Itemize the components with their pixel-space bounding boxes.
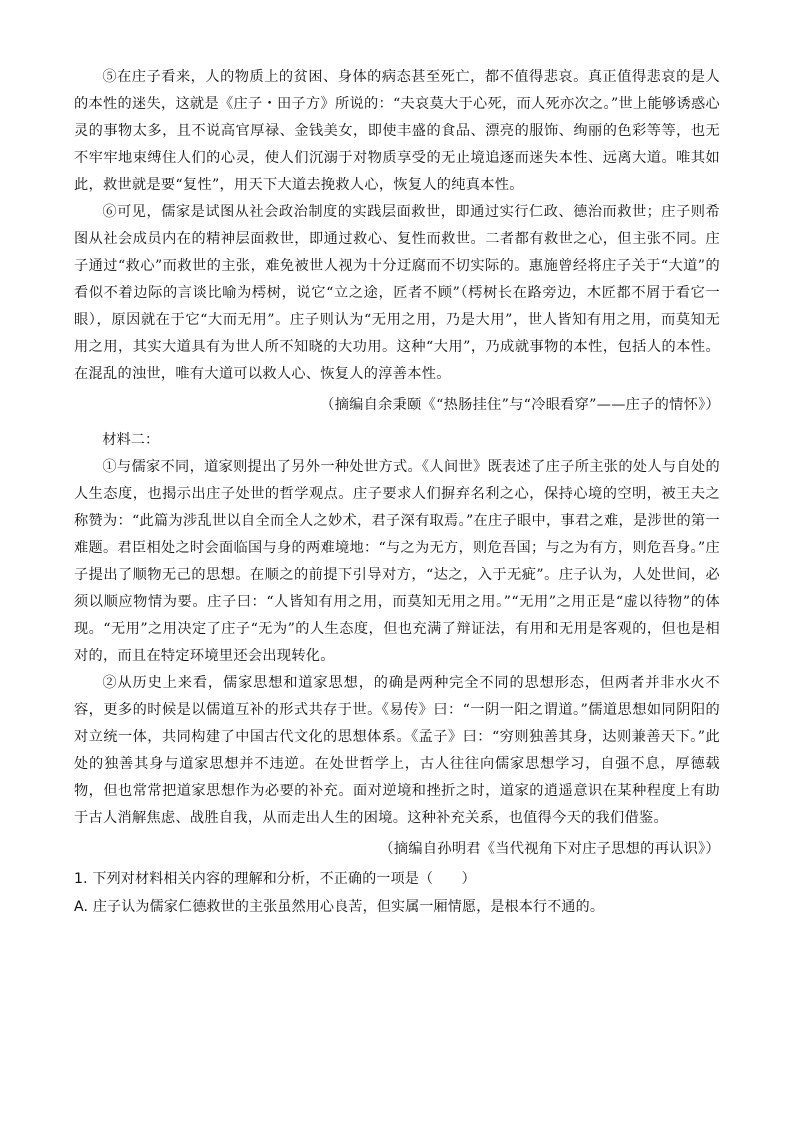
material1-source: （摘编自余秉颐《“热肠挂住”与“冷眼看穿”——庄子的情怀》） [320,397,720,413]
material2-paragraph-2: ②从历史上来看，儒家思想和道家思想，的确是两种完全不同的思想形态，但两者并非水火不容，更多的时候是以儒道互补的形式共存于世。《易传》曰：“一阴一阳之谓道。”儒道思想如同阴阳的对立统一体，共同构建了中国古代文化的思想体系。《孟子》曰：“穷则独善其身，达则兼善天下。”此处的独善其身与道家思想并不违逆。在处世哲学上，古人往往向儒家思想学习，自强不息，厚德载物，但也常常把道家思想作为必要的补充。面对逆境和挫折之时，道家的逍遥意识在某种程度上有助于古人消解焦虑、战胜自我，从而走出人生的困境。这种补充关系，也值得今天的我们借鉴。 [74,675,720,826]
material2-source: （摘编自孙明君《当代视角下对庄子思想的再认识》） [379,841,720,857]
material2-paragraph-1: ①与儒家不同，道家则提出了另外一种处世方式。《人间世》既表述了庄子所主张的处人与自处的人生态度，也揭示出庄子处世的哲学观点。庄子要求人们摒弃名利之心，保持心境的空明，被王夫之称赞为：“此篇为涉乱世以自全而全人之妙术，君子深有取焉。”在庄子眼中，事君之难，是涉世的第一难题。君臣相处之时会面临国与身的两难境地：“与之为无方，则危吾国；与之为有方，则危吾身。”庄子提出了顺物无己的思想。在顺之的前提下引导对方，“达之，入于无疵”。庄子认为，人处世间，必须以顺应物情为要。庄子曰：“人皆知有用之用，而莫知无用之用。”“无用”之用正是“虚以待物”的体现。“无用”之用决定了庄子“无为”的人生态度，但也充满了辩证法，有用和无用是客观的，但也是相对的，而且在特定环境里还会出现转化。 [74,459,720,664]
material1-paragraph-6: ⑥可见，儒家是试图从社会政治制度的实践层面救世，即通过实行仁政、德治而救世；庄子则希图从社会成员内在的精神层面救世，即通过救心、复性而救世。二者都有救世之心，但主张不同。庄子通过“救心”而救世的主张，难免被世人视为十分迂腐而不切实际的。惠施曾经将庄子关于“大道”的看似不着边际的言谈比喻为樗树，说它“立之途，匠者不顾”（樗树长在路旁边，木匠都不屑于看它一眼），原因就在于它“大而无用”。庄子则认为“无用之用，乃是大用”，世人皆知有用之用，而莫知无用之用，其实大道具有为世人所不知晓的大功用。这种“大用”，乃成就事物的本性，包括人的本性。在混乱的浊世，唯有大道可以救人心、恢复人的淳善本性。 [74,204,720,382]
question-1-stem: 1. 下列对材料相关内容的理解和分析，不正确的一项是（ ） [74,871,476,887]
question-1-option-a: A. 庄子认为儒家仁德救世的主张虽然用心良苦，但实属一厢情愿，是根本行不通的。 [74,899,605,915]
document-page [74,64,720,921]
material2-label: 材料二： [102,432,160,448]
material1-paragraph-5: ⑤在庄子看来，人的物质上的贫困、身体的病态甚至死亡，都不值得悲哀。真正值得悲哀的是人的本性的迷失，这就是《庄子・田子方》所说的：“夫哀莫大于心死，而人死亦次之。”世上能够诱惑心灵的事物太多，且不说高官厚禄、金钱美女，即使丰盛的食品、漂亮的服饰、绚丽的色彩等等，也无不牢牢地束缚住人们的心灵，使人们沉溺于对物质享受的无止境追逐而迷失本性、远离大道。唯其如此，救世就是要“复性”，用天下大道去挽救人心，恢复人的纯真本性。 [74,69,720,193]
